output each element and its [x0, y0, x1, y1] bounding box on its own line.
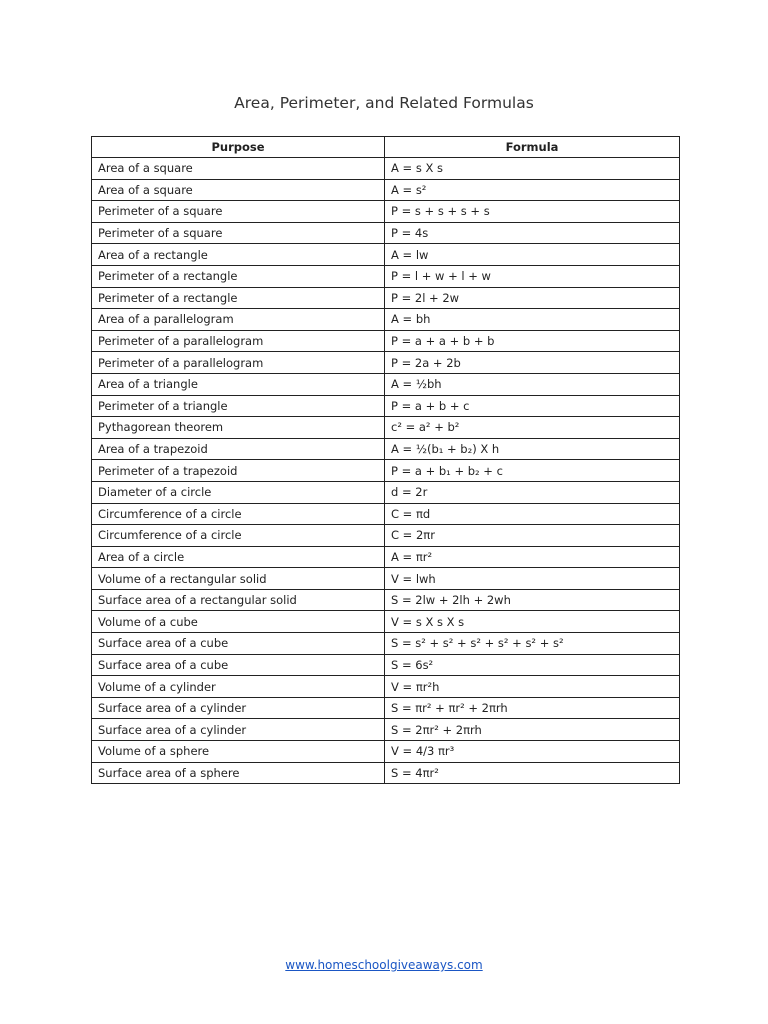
- table-row: [92, 244, 680, 266]
- table-row: [92, 287, 680, 309]
- purpose-cell: Area of a square: [92, 179, 385, 201]
- formula-cell: A = ½(b₁ + b₂) X h: [385, 438, 680, 460]
- table-row: [92, 719, 680, 741]
- purpose-cell: Perimeter of a triangle: [92, 395, 385, 417]
- purpose-cell: Perimeter of a square: [92, 222, 385, 244]
- formula-cell: A = ½bh: [385, 373, 680, 395]
- table-row: [92, 762, 680, 784]
- table-row: [92, 395, 680, 417]
- formulas-table: [91, 136, 680, 784]
- purpose-cell: Area of a circle: [92, 546, 385, 568]
- website-link[interactable]: www.homeschoolgiveaways.com: [285, 958, 483, 972]
- formula-cell: A = πr²: [385, 546, 680, 568]
- purpose-cell: Surface area of a cylinder: [92, 719, 385, 741]
- formula-cell: S = 2lw + 2lh + 2wh: [385, 589, 680, 611]
- purpose-cell: Area of a trapezoid: [92, 438, 385, 460]
- purpose-cell: Area of a square: [92, 158, 385, 180]
- formula-cell: S = πr² + πr² + 2πrh: [385, 697, 680, 719]
- page-title: Area, Perimeter, and Related Formulas: [234, 94, 534, 112]
- formula-cell: P = a + a + b + b: [385, 330, 680, 352]
- formula-cell: P = a + b + c: [385, 395, 680, 417]
- formula-cell: P = 4s: [385, 222, 680, 244]
- purpose-cell: Surface area of a cylinder: [92, 697, 385, 719]
- purpose-column-header: Purpose: [92, 137, 385, 158]
- formula-cell: C = 2πr: [385, 525, 680, 547]
- table-row: [92, 503, 680, 525]
- table-row: [92, 525, 680, 547]
- table-row: [92, 741, 680, 763]
- purpose-cell: Volume of a cylinder: [92, 676, 385, 698]
- table-body: [92, 158, 680, 784]
- purpose-cell: Area of a parallelogram: [92, 309, 385, 331]
- purpose-cell: Surface area of a cube: [92, 633, 385, 655]
- formula-cell: V = πr²h: [385, 676, 680, 698]
- table-header-row: [92, 137, 680, 158]
- formula-cell: V = lwh: [385, 568, 680, 590]
- purpose-cell: Volume of a cube: [92, 611, 385, 633]
- formula-cell: V = s X s X s: [385, 611, 680, 633]
- purpose-cell: Area of a rectangle: [92, 244, 385, 266]
- table-row: [92, 438, 680, 460]
- purpose-cell: Perimeter of a parallelogram: [92, 330, 385, 352]
- purpose-cell: Pythagorean theorem: [92, 417, 385, 439]
- formula-cell: d = 2r: [385, 481, 680, 503]
- footer: [0, 958, 768, 972]
- formula-cell: P = 2a + 2b: [385, 352, 680, 374]
- table-row: [92, 222, 680, 244]
- formula-cell: C = πd: [385, 503, 680, 525]
- formula-cell: A = s X s: [385, 158, 680, 180]
- purpose-cell: Area of a triangle: [92, 373, 385, 395]
- formula-cell: A = s²: [385, 179, 680, 201]
- purpose-cell: Surface area of a sphere: [92, 762, 385, 784]
- formula-cell: S = 6s²: [385, 654, 680, 676]
- purpose-cell: Surface area of a cube: [92, 654, 385, 676]
- formula-column-header: Formula: [385, 137, 680, 158]
- purpose-cell: Circumference of a circle: [92, 525, 385, 547]
- formula-cell: c² = a² + b²: [385, 417, 680, 439]
- formula-cell: S = 4πr²: [385, 762, 680, 784]
- purpose-cell: Diameter of a circle: [92, 481, 385, 503]
- purpose-cell: Perimeter of a rectangle: [92, 265, 385, 287]
- table-row: [92, 589, 680, 611]
- formula-cell: V = 4/3 πr³: [385, 741, 680, 763]
- purpose-cell: Perimeter of a parallelogram: [92, 352, 385, 374]
- table-row: [92, 373, 680, 395]
- table-row: [92, 611, 680, 633]
- purpose-cell: Volume of a rectangular solid: [92, 568, 385, 590]
- purpose-cell: Perimeter of a trapezoid: [92, 460, 385, 482]
- table-row: [92, 158, 680, 180]
- table-row: [92, 676, 680, 698]
- formula-cell: P = 2l + 2w: [385, 287, 680, 309]
- table-row: [92, 201, 680, 223]
- table-row: [92, 309, 680, 331]
- formula-cell: P = l + w + l + w: [385, 265, 680, 287]
- purpose-cell: Circumference of a circle: [92, 503, 385, 525]
- table-row: [92, 460, 680, 482]
- table-row: [92, 568, 680, 590]
- table-row: [92, 417, 680, 439]
- table-row: [92, 481, 680, 503]
- purpose-cell: Perimeter of a rectangle: [92, 287, 385, 309]
- table-row: [92, 654, 680, 676]
- formula-cell: P = s + s + s + s: [385, 201, 680, 223]
- purpose-cell: Perimeter of a square: [92, 201, 385, 223]
- formula-cell: S = 2πr² + 2πrh: [385, 719, 680, 741]
- table-row: [92, 633, 680, 655]
- table-row: [92, 179, 680, 201]
- formula-cell: P = a + b₁ + b₂ + c: [385, 460, 680, 482]
- formula-cell: A = lw: [385, 244, 680, 266]
- formula-cell: S = s² + s² + s² + s² + s² + s²: [385, 633, 680, 655]
- table-row: [92, 352, 680, 374]
- table-row: [92, 330, 680, 352]
- purpose-cell: Surface area of a rectangular solid: [92, 589, 385, 611]
- formula-cell: A = bh: [385, 309, 680, 331]
- table-row: [92, 546, 680, 568]
- purpose-cell: Volume of a sphere: [92, 741, 385, 763]
- table-row: [92, 697, 680, 719]
- table-row: [92, 265, 680, 287]
